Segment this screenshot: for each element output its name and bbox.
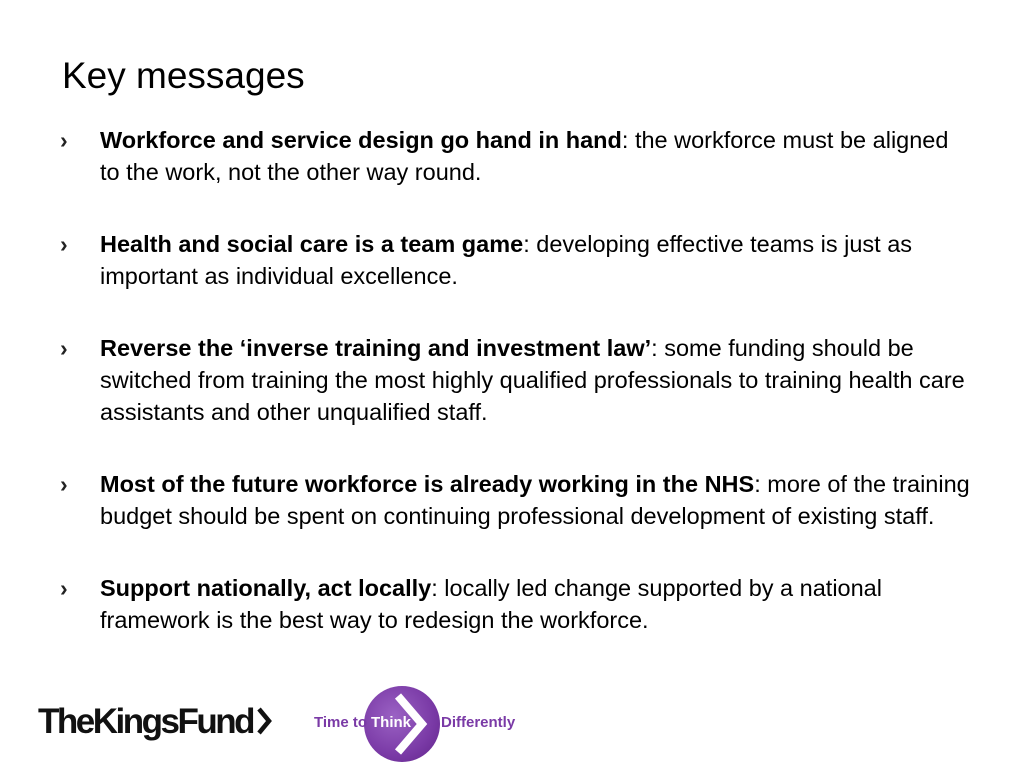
bullet-heading: Reverse the ‘inverse training and investment law’ (100, 335, 652, 361)
bullet-body: : more of the training budget should be spent on continuing professional development of existing staff. (100, 471, 970, 529)
bullet-item (60, 228, 970, 292)
bullet-heading: Support nationally, act locally (100, 575, 432, 601)
bullet-item (60, 332, 970, 428)
slide-footer (0, 680, 1024, 768)
tagline-post: Differently (441, 714, 516, 731)
bullet-heading: Workforce and service design go hand in hand (100, 127, 622, 153)
chevron-right-icon: › (60, 471, 68, 497)
bullet-body: : developing effective teams is just as important as individual excellence. (100, 231, 913, 289)
kings-fund-logo-text: TheKingsFund (38, 702, 253, 741)
bullet-body: : locally led change supported by a national framework is the best way to redesign the workforce. (100, 575, 882, 633)
bullet-item (60, 468, 970, 532)
bullet-body: : some funding should be switched from training the most highly qualified professionals to training health care assistants and other unqualified staff. (100, 335, 965, 425)
chevron-right-icon: › (60, 231, 68, 257)
chevron-right-icon: › (60, 335, 68, 361)
key-messages-list (60, 124, 970, 636)
bullet-item (60, 572, 970, 636)
chevron-right-icon: › (60, 127, 68, 153)
bullet-item (60, 124, 970, 188)
chevron-right-icon (256, 706, 272, 736)
tagline-think: Think (371, 714, 411, 731)
bullet-body: : the workforce must be aligned to the work, not the other way round. (100, 127, 949, 185)
chevron-right-icon: › (60, 575, 68, 601)
bullet-heading: Health and social care is a team game (100, 231, 524, 257)
slide-title: Key messages (62, 55, 305, 96)
bullet-heading: Most of the future workforce is already working in the NHS (100, 471, 755, 497)
tagline-pre: Time to (314, 714, 368, 731)
time-to-think-differently-logo (314, 686, 534, 762)
kings-fund-logo (38, 700, 272, 744)
